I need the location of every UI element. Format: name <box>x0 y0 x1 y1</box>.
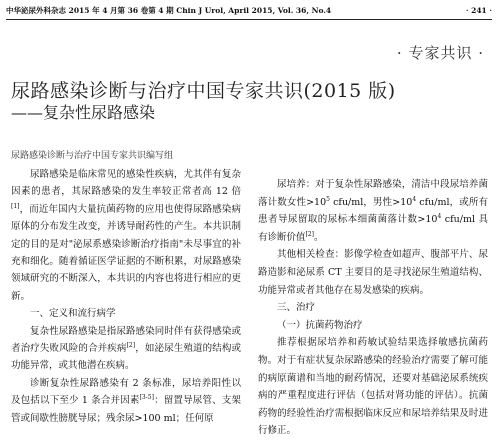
paragraph: 其他相关检查：影像学检查如超声、腹部平片、尿路造影和泌尿系 CT 主要目的是寻找泌尿生殖道结构、功能异常或者其他存在易发感染的疾病。 <box>258 249 488 296</box>
column-tag: · 专家共识 · <box>396 44 484 62</box>
paragraph: 推荐根据尿培养和药敏试验结果选择敏感抗菌药物。对于有症状复杂尿路感染的经验治疗需要了解可能的病原菌谱和当地的耐药情况，还要对基础泌尿系统疾病的严重程度进行评估（包括对肾功能的评估）。抗菌药物的经验性治疗需根据临床反应和尿培养结果及时进行修正。 <box>258 337 488 437</box>
article-subtitle: ——复杂性尿路感染 <box>11 103 156 122</box>
section-heading: 一、定义和流行病学 <box>30 308 116 320</box>
journal-citation: 中华泌尿外科杂志 2015 年 4 月第 36 卷第 4 期 Chin J Urol, April 2015, Vol. 36, No.4 <box>6 6 332 15</box>
citation-ref[interactable]: [2] <box>126 341 136 349</box>
paragraph: 尿培养：对于复杂性尿路感染，清洁中段尿培养菌落计数女性$>10^5$ cfu/ml，男性$>10^4$ cfu/ml，或所有患者导尿留取的尿标本细菌菌落计数$>10^4$ cfu/ml 具有诊断价值[2]。 <box>258 179 488 243</box>
right-column <box>258 176 488 440</box>
article-title: 尿路感染诊断与治疗中国专家共识(2015 版) <box>11 80 396 102</box>
citation-ref[interactable]: [1] <box>11 202 20 210</box>
page-number: · 241 · <box>465 6 492 15</box>
journal-header <box>6 4 492 18</box>
left-column <box>11 166 241 427</box>
header-rule <box>6 19 492 20</box>
author-line: 尿路感染诊断与治疗中国专家共识编写组 <box>11 151 174 161</box>
citation-ref[interactable]: [3-5] <box>139 394 154 402</box>
citation-ref[interactable]: [2] <box>305 230 315 238</box>
paragraph: 诊断复杂性尿路感染有 2 条标准，尿培养阳性以及包括以下至少 1 条合并因素[3-5]：留置导尿管、支架管或间歇性膀胱导尿；残余尿>100 ml；任何原 <box>11 377 241 424</box>
paragraph: 复杂性尿路感染是指尿路感染同时伴有获得感染或者治疗失败风险的合并疾病[2]，如泌尿生殖道的结构或功能异常，或其他潜在疾病。 <box>11 325 241 372</box>
paragraph: 尿路感染是临床常见的感染性疾病，尤其伴有复杂因素的患者，其尿路感染的发生率较正常者高 12 倍[1]，而近年国内大量抗菌药物的应用也使得尿路感染病原体的分布发生改变，并诱导耐药性的产生。本共识制定的目的是对"泌尿系感染诊断治疗指南"未尽事宜的补充和细化。随着循证医学证据的不断积累，对尿路感染领域研究的不断深入，本共识的内容也将进行相应的更新。 <box>11 169 241 302</box>
section-heading: 三、治疗 <box>277 302 316 314</box>
subsection-heading: （一）抗菌药物治疗 <box>277 319 363 331</box>
